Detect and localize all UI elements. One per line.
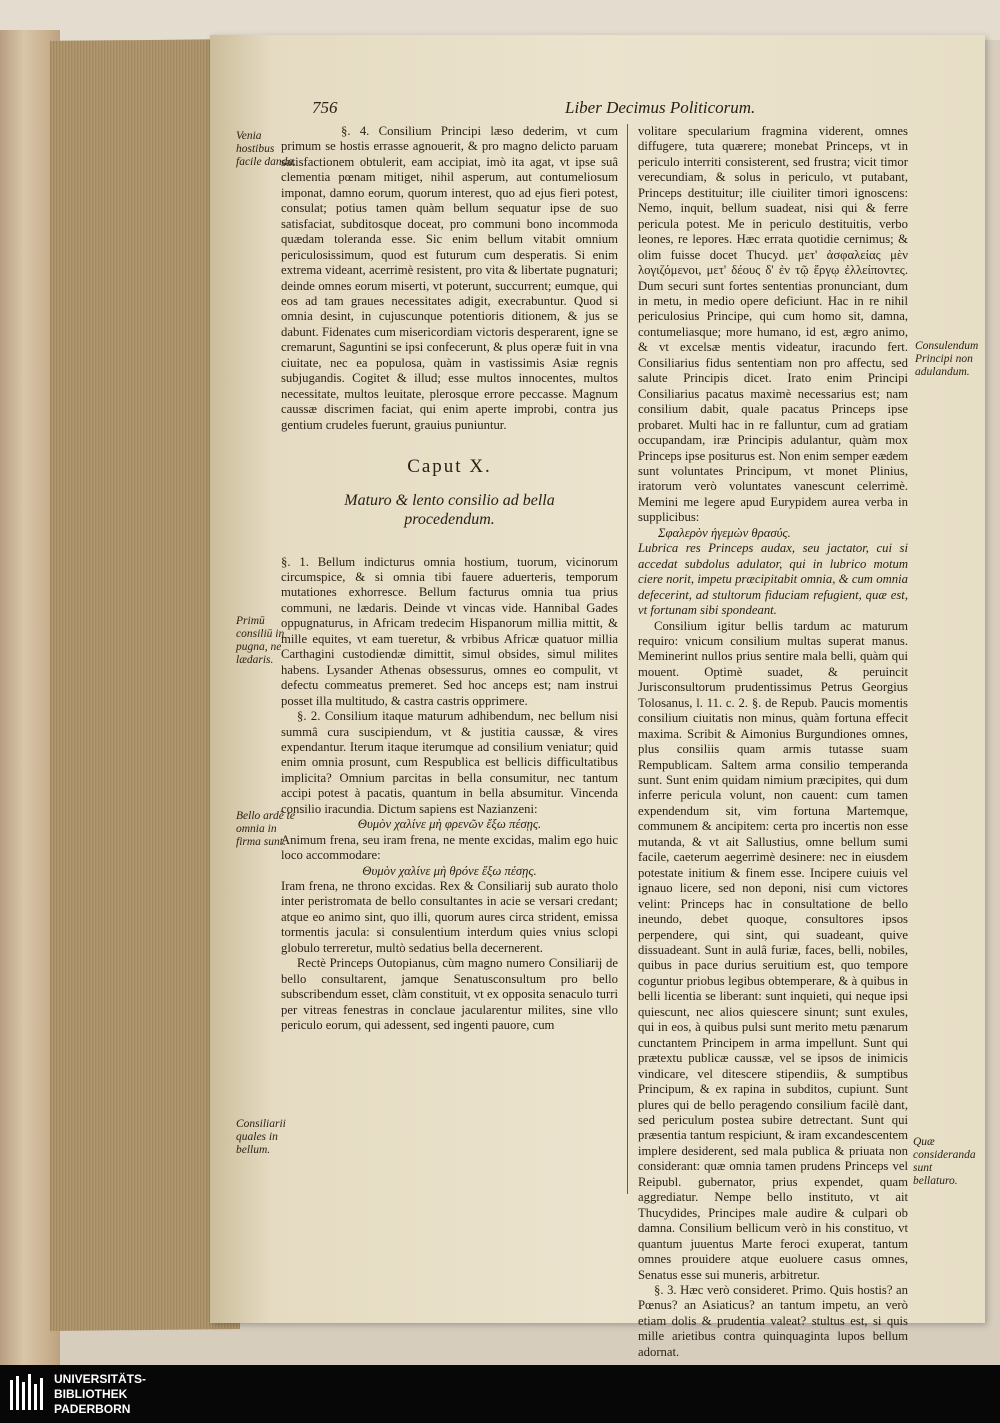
- chapter-subtitle: Maturo & lento consilio ad bella procedendum.: [344, 491, 555, 528]
- paragraph: Lubrica res Princeps audax, seu jactator, cui si accedat subdolus adulator, qui in lubrico motum ciere norit, impetu præcipitabit omnia, & cum omnia defecerint, ad stultorum fiduciam refugient, quæ est, vt fortunam sibi spondeant.: [638, 541, 908, 618]
- greek-quote: Θυμὸν χαλίνε μὴ θρόνε ἔξω πέσῃς.: [362, 863, 537, 878]
- paragraph: Rectè Princeps Outopianus, cùm magno numero Consiliarij de bello consultarent, jamque Senatusconsultum pro bello subscribendum esset, clàm constituit, vt ex opposita senaculo turri per vitreas fenestras in conclaue jacularentur milites, sine vllo periculo eorum, qui adessent, sed ingenti pauore, cum: [281, 956, 618, 1033]
- paragraph: §. 3. Hæc verò consideret. Primo. Quis hostis? an Pœnus? an Asiaticus? an tantum impetu, an verò etiam dolis & prudentia valeat? stultus est, si quis mille arietibus contra quinquaginta lupos bellum adornat.: [638, 1282, 908, 1359]
- paragraph: §. 1. Bellum indicturus omnia hostium, tuorum, vicinorum circumspice, & si omnia tibi fauere aduerteris, temporum mutationes exhorresce. Bellum facturus omnia tua prius communi, ne lædaris. Deinde vt vincas vide. Hannibal Gades oppugnaturus, in Africam tredecim Hispanorum millia mittit, & mille equites, vt eam tueretur, & vrbibus Africæ quatuor millia Carthagini custodiendæ dimittit, simul obsides, simul milites habens. Lysander Athenas obsessurus, omnes eo compulit, vt defectu commeatus premeret. Sed hoc anceps est; nam instrui posset illa multitudo, & castra castris opprimere.: [281, 554, 618, 708]
- chapter-heading: Caput X.: [407, 456, 492, 478]
- left-column: [281, 124, 618, 1034]
- right-column: [638, 124, 908, 1360]
- running-head: Liber Decimus Politicorum.: [565, 98, 756, 117]
- marginal-note-text: Primū consiliū in pugna, ne lædaris.: [236, 615, 285, 666]
- marginal-note-text: Venia hostibus facile danda.: [236, 130, 297, 168]
- library-name-line: BIBLIOTHEK: [54, 1387, 128, 1401]
- library-name: [54, 1372, 146, 1417]
- marginal-note-text: Bello ardē te omnia in firma sunt.: [236, 810, 295, 848]
- library-footer-bar: [0, 1365, 1000, 1423]
- marginal-note: [913, 1136, 976, 1188]
- paragraph: Animum frena, seu iram frena, ne mente excidas, malim ego huic loco accommodare:: [281, 832, 618, 863]
- paragraph: Consilium igitur bellis tardum ac maturum requiro: vnicum consilium multas superat manus. Meminerint nullos prius sentire mala belli, quàm qui mouent. Optimè suadet, & peruincit Jurisconsultorum prudentissimus Petrus Georgius Tolosanus, l. 11. c. 2. §. de Repub. Paucis momentis consilium ciuitatis non minus, quàm fortuna effecit maxima. Scribit & Aimonius Burgundiones omnes, plus consiliis quam armis tutasse suam Rempublicam. Saltem arma consilio temperanda sunt. Sunt enim quidam nimium præcipites, qui dum inferre pericula volunt, non cauent: cum tamen expendendum sit, vim fortuna Martemque, communem & ancipitem: certa pro incertis non esse mutanda, & vt ait Sallustius, omne bellum sumi facile, caeterum aegerrimè desinere: nec in eiusdem potestate initium & finem esse. Incipere cuiuis vel ignauo licere, sed non deponi, nisi cum victores velint: Princeps hac in consultatione de bello ineundo, debet quoque, consultores ipsos perpendere, qui sint, qui suadeant, quive dissuadeant. Sunt in aulâ furiæ, faces, belli, nobiles, quibus in pace durius seruitium est, quo tempore coguntur priobus legibus obtemperare, & à quibus in belli licentia se liberant: sunt inquieti, qui neque ipsi quiescunt, nec alios quiescere sinunt; sunt exules, qui in eos, à quibus pulsi sunt merito metu pænarum cunctantem Principem in arma impellunt. Sunt qui prætextu publicæ caussæ, vel se ipsos de inimicis vindicare, vel ditescere stipendiis, & sumptibus Principum, & ex rapina in subditos, cupiunt. Sunt plures qui de bello peragendo consilium facilè dant, sed periculum postea subire detrectant. Sunt qui præsentia tantum respiciunt, & iram excandescentem implere desiderent, sed mala publica & priuata non considerant: quæ omnia tamen prudens Princeps vel Reipubl. gubernator, prius expendet, quam aggrediatur. Nempe bello instituto, vt ait Thucydides, Principes male audire & culpari ob damna. Consilium bellicum verò in his constituo, vt quantum juuentus Marte feroci exuperat, tantum omnes prouidere atque euoluere casus omnes, Senatus esse sui muneris, arbitretur.: [638, 618, 908, 1282]
- marginal-note-text: Consiliarii quales in bellum.: [236, 1118, 286, 1156]
- paragraph: volitare specularium fragmina viderent, omnes diffugere, tuta quærere; monebat Princeps, vt in periculo interriti consisterent, sed frustra; vicit timor verecundiam, & solus in periculo, vt putabant, Princeps destituitur; ille ciuiliter timori ignoscens: Nemo, inquit, bellum suadeat, nisi qui & ferre pericula potest. Me in periculo destituitis, verbo leones, re lepores. Hæc errata quotidie cernimus; & olim fuisse docet Thucyd. μετ' ἀσφαλείας μὲν λογιζόμενοι, μετ' δέους δ' ἐν τῷ ἔργῳ ἐλλείποντες. Dum securi sunt fortes sententias pronunciant, dum in metu, in medio opere deficiunt. Hac in re nihil periculosius Principe, qui cum homo sit, damna, contumeliasque; more humano, id est, ægro animo, & vt excelsæ mentis videatur, iracundo fert. Consiliarius fidus sententiam non pro affectu, sed salute Principis dicet. Irato enim Principi Consiliarius pacatus maximè necessarius est; nam consilium dabit, quale pacatus Princeps ipse probaret. Multi hac in re falluntur, cum ad gratiam occupandam, iræ Principis adulantur, quàm mox Princeps ipse positurus est. Non enim semper eædem sunt voluntates Principum, vt monet Plinius, iratorum verò voluntates vanescunt celerrimè. Memini me legere apud Eurypidem aurea verba in supplicibus:: [638, 124, 908, 525]
- paragraph: §. 4. Consilium Principi læso dederim, vt cum primum se hostis errasse agnouerit, & pro magno delicto paruam satisfactionem obtulerit, eam accipiat, imò ita agat, vt ipse suâ clementia pœnam mitiget, nihil asperum, aut contumeliosum imponat, damno eorum, quorum interest, quo ad ejus fieri potest, consulat; potius tamen quàm bellum sequatur ipse de suo satisfaciat, subditosque doceat, pro communi bono incommoda quædam toleranda esse. Sic enim bellum vitabit omnium periculosissimum, quod est futurum cum desperatis. Si enim extrema videant, acerrimè resistent, pro vita & libertate pugnaturi; deinde omnes eorum miserti, vt poterunt, succurrent; eumque, qui eos ad tam graues necessitates adigit, execrabuntur. Quod si omnia desint, in cujuscunque potentioris ditionem, & jus se dabunt. Fidenates cum misericordiam victoris desperarent, igne se cremarunt, Saguntini se ipsi confecerunt, & plus operæ fuit in vna ciuitate, nec ea populosa, quàm in vastissimis Asiæ regnis subjugandis. Cogitet & illud; esse multos innocentes, multos necessitate, multos leuitate, plerosque errore peccasse. Magnum caussæ discrimen faciat, qui enim aperte improbi, contra jus gentium crudeles fuerunt, grauius puniuntur.: [281, 124, 618, 432]
- marginal-note-text: Consulendum Principi non adulandum.: [915, 340, 979, 378]
- column-divider: [627, 124, 628, 1194]
- library-name-line: PADERBORN: [54, 1402, 131, 1416]
- paragraph: Iram frena, ne throno excidas. Rex & Consiliarij sub aurato tholo inter peristromata de bello consultantes in acie se versari credant; atque eo animo sint, quo illi, quorum aures circa strident, emissa tormentis jacula: si consulentium interdum quies vnius sclopi globulo terreretur, multò sedatius bella decernerent.: [281, 879, 618, 955]
- greek-quote: Σφαλερὸν ἡγεμὼν θρασύς.: [658, 525, 791, 540]
- marginal-note-text: Quæ consideranda sunt bellaturo.: [913, 1136, 976, 1187]
- page-number: 756: [312, 98, 338, 117]
- greek-quote: Θυμὸν χαλίνε μὴ φρενῶν ἔξω πέσῃς.: [357, 817, 542, 832]
- paragraph: §. 2. Consilium itaque maturum adhibendum, nec bellum nisi summâ cura suscipiendum, vt & justitia caussæ, & vires expendantur. Iterum itaque iterumque ad consilium veniatur; quid enim omnia prosunt, cum Respublica est bellicis difficultatibus implicita? Omnium parcitas in bella consumitur, nec tantum accipi potest à pacatis, quantum in bella absumitur. Vincenda consilio iracundia. Dictum sapiens est Nazianzeni:: [281, 709, 618, 816]
- library-logo-icon: [8, 1372, 48, 1416]
- library-name-line: UNIVERSITÄTS-: [54, 1372, 147, 1386]
- scan-background-top: [0, 0, 1000, 40]
- marginal-note: [236, 1118, 302, 1157]
- marginal-note: [915, 340, 979, 379]
